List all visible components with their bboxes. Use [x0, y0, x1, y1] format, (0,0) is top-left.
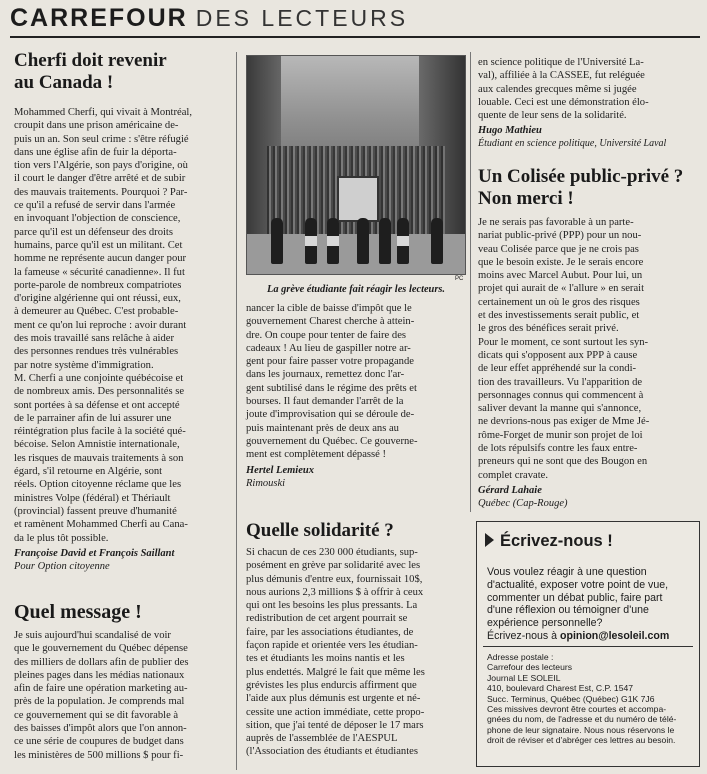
text-line: auprès de l'assemblée de l'AESPUL — [246, 733, 398, 745]
text-line: bourses. Il faut demander l'arrêt de la — [246, 396, 404, 408]
text-line: l'aide aux plus démunis est urgente et né- — [246, 693, 421, 705]
box-text: Vous voulez réagir à une question d'actualité, exposer votre point de vue, commenter un débat public, faire part d'une réflexion ou témoigner d'une expérience personnelle? Écrivez-nous à opinion@lesoleil.com — [487, 566, 670, 642]
affiliation: Québec (Cap-Rouge) — [478, 497, 568, 509]
text-line: de lots répulsifs contre les faux entre- — [478, 443, 638, 455]
text-line: réels. Option citoyenne réclame que les — [14, 479, 182, 491]
affiliation: Pour Option citoyenne — [14, 560, 110, 572]
text-line: expérience personnelle? — [487, 617, 603, 630]
photo-credit: PC — [455, 276, 464, 282]
text-line: moins avec Marcel Aubut. Pour lui, un — [478, 270, 643, 282]
postal-address — [487, 652, 692, 746]
divider — [483, 646, 693, 647]
letter-body — [14, 106, 232, 545]
text-line: les risques de mauvais traitements à son — [14, 452, 184, 464]
text-line: de le parrainer afin de lui assurer une — [14, 412, 172, 424]
text-line: puis un an. Son seul crime : s'être réfugié — [14, 133, 189, 145]
text-line: égard, s'il retourne en Algérie, sont — [14, 466, 163, 478]
text-line: façon rapide et orientée vers les étudian- — [246, 640, 418, 652]
masthead-bold: CARREFOUR — [10, 4, 188, 32]
text-line: en invoquant l'objection de conscience, — [14, 213, 181, 225]
text-line: et des investissements serait public, et — [478, 310, 640, 322]
text-line: plus endettés. Malgré le fait que même les — [246, 666, 425, 678]
text-line: complet cravate. — [478, 469, 548, 481]
text-line: bécoise. Selon Amnistie internationale, — [14, 439, 180, 451]
text-line: Vous voulez réagir à une question — [487, 566, 647, 578]
text-line: Pour le moment, ce sont surtout les syn- — [478, 336, 649, 348]
text-line: tion des travailleurs. Vu l'apparition de — [478, 376, 643, 388]
text-line: (provincial) fassent preuve d'humanité — [14, 505, 177, 517]
letter-quel-message-cont — [246, 302, 464, 490]
text-line: ce qu'il a refusé de servir dans l'armée — [14, 200, 176, 212]
text-line: Je ne serais pas favorable à un parte- — [478, 217, 634, 228]
text-line: cadeaux ! Au lieu de gaspiller notre ar- — [246, 342, 411, 354]
text-line: gent subtilisé dans le régime des prêts et — [246, 382, 417, 394]
headline: Cherfi doit revenir au Canada ! — [14, 50, 167, 93]
text-line: M. Cherfi a une conjointe québécoise et — [14, 372, 184, 384]
text-line: d'actualité, exposer votre point de vue, — [487, 578, 669, 591]
text-line: dicats qui s'opposent aux PPP à cause — [478, 349, 638, 361]
text-line: et ramènent Mohammed Cherfi au Cana- — [14, 519, 188, 531]
text-line: veau Colisée parce que je ne crois pas — [478, 243, 639, 255]
text-line: louable. Ceci est une démonstration élo- — [478, 96, 649, 108]
text-line: réintégration plus facile à la société qué- — [14, 426, 186, 438]
photo-caption: La grève étudiante fait réagir les lecteurs. — [266, 284, 446, 295]
text-line: pleines pages dans les médias nationaux — [14, 669, 185, 681]
letter-colisee — [478, 166, 696, 510]
text-line: sont portées à sa défense et ont accepté — [14, 399, 180, 411]
text-line: preneurs qui ne sont que des Bougon en — [478, 456, 648, 468]
text-line: ce une série de coupures de budget dans — [14, 736, 184, 748]
letter-body — [246, 302, 464, 462]
email-link[interactable]: opinion@lesoleil.com — [560, 629, 670, 642]
text-line: gouvernement Charest cherche à attein- — [246, 316, 415, 328]
masthead-light: DES LECTEURS — [195, 5, 409, 31]
text-line: posément en grève par solidarité avec les — [246, 560, 421, 572]
text-line: puis maintenant près de deux ans au — [246, 422, 399, 434]
text-line: par notre système d'immigration. — [14, 359, 154, 371]
text-line: gent pour faire passer votre propagande — [246, 356, 414, 368]
text-line: sition, que j'ai tenté de déposer le 17 mars — [246, 719, 424, 731]
text-line: le gros des bénéfices serait privé. — [478, 323, 619, 335]
affiliation: Étudiant en science politique, Université Laval — [478, 138, 667, 150]
text-line: nous aurions 2,3 millions $ à offrir à ceux — [246, 586, 424, 598]
text-line: projet qui aurait de « l'allure » en serait — [478, 283, 645, 295]
signature: Gérard Lahaie — [478, 484, 542, 496]
signature: Hertel Lemieux — [246, 464, 314, 476]
text-line: ce gouvernement qui se dit favorable à — [14, 709, 179, 721]
address-line: Carrefour des lecteurs — [487, 662, 573, 673]
text-line: d'une réflexion ou témoigner d'une — [487, 604, 649, 617]
text-line: tes et étudiants les moins nantis et les — [246, 653, 405, 665]
text-line: de leur effet appréhendé sur la condi- — [478, 363, 637, 375]
text-line: de nombreux amis. Des personnalités se — [14, 386, 185, 398]
arrow-icon — [485, 533, 494, 547]
text-line: les ministères de 500 millions $ pour fi- — [14, 749, 184, 761]
text-line: que le besoin existe. Je le serais encore — [478, 256, 644, 268]
text-line: parce qu'il est un défenseur des droits — [14, 226, 173, 238]
text-line: des mauvais traitements. Pourquoi ? Par- — [14, 186, 188, 198]
headline: Un Colisée public-privé ? Non merci ! — [478, 166, 684, 209]
address-line: Succ. Terminus, Québec (Québec) G1K 7J6 — [487, 693, 655, 704]
text-line: certainement un où le gros des risques — [478, 296, 640, 308]
box-title: Écrivez-nous ! — [485, 532, 613, 551]
section-masthead — [10, 4, 700, 38]
letter-cherfi — [14, 50, 232, 573]
address-line: droit de réviser et d'abréger ces lettres au besoin. — [487, 735, 676, 746]
text-line: Mohammed Cherfi, qui vivait à Montréal, — [14, 107, 192, 118]
text-line: cessite une action immédiate, cette propo- — [246, 706, 425, 718]
text-line: quente de leur sens de la solidarité. — [478, 110, 627, 122]
text-line: homme ne représente aucun danger pour — [14, 253, 187, 265]
text-line: il court le danger d'être arrêté et de subir — [14, 173, 186, 185]
text-line: da le plus tôt possible. — [14, 532, 109, 544]
text-line: ment est complètement dépassé ! — [246, 449, 387, 461]
text-line: Je suis aujourd'hui scandalisé de voir — [14, 630, 171, 641]
text-line: grévistes les plus endurcis affirment que — [246, 679, 417, 691]
text-line: saliver devant la manne qui s'annonce, — [478, 403, 642, 415]
letter-solidarite-cont — [478, 56, 696, 150]
text-line: nancer la cible de baisse d'impôt que le — [246, 303, 412, 314]
text-line: (l'Association des étudiants et étudiantes — [246, 746, 418, 758]
text-line: à demeurer au Québec. C'est probable- — [14, 306, 179, 318]
text-line: dre. On coupe pour tenter de faire des — [246, 329, 407, 341]
address-line: Adresse postale : — [487, 652, 554, 662]
affiliation: Rimouski — [246, 477, 286, 489]
letter-body — [478, 56, 696, 122]
text-line: ment ce qu'on lui reproche : avoir durant — [14, 319, 187, 331]
strike-photo — [246, 55, 466, 275]
text-line: en science politique de l'Université La- — [478, 57, 644, 68]
text-line: des milliers de dollars afin de publier des — [14, 656, 189, 668]
text-line: des baisses d'impôt alors que l'on annon- — [14, 723, 187, 735]
text-line: porte-parole de nombreux compatriotes — [14, 279, 182, 291]
letter-body — [14, 629, 232, 762]
address-line: Ces missives devront être courtes et accompa- — [487, 704, 667, 715]
address-line: Journal LE SOLEIL — [487, 672, 561, 683]
text-line: Si chacun de ces 230 000 étudiants, sup- — [246, 547, 418, 558]
text-line: près de la population. Je comprends mal — [14, 696, 185, 708]
text-line: rôme-Forget de munir son projet de loi — [478, 429, 643, 441]
signature: Françoise David et François Saillant — [14, 547, 175, 559]
address-line: gnées du nom, de l'adresse et du numéro de télé- — [487, 714, 677, 725]
text-line: des mois travaillé sans relâche à aider — [14, 333, 175, 345]
text-line: dans les journaux, remettez donc l'ar- — [246, 369, 405, 381]
text-line: ministres Volpe (fédéral) et Thériault — [14, 492, 171, 504]
signature: Hugo Mathieu — [478, 125, 542, 137]
address-line: phone de leur signataire. Nous nous réservons le — [487, 724, 675, 735]
address-line: 410, boulevard Charest Est, C.P. 1547 — [487, 683, 634, 694]
text-line: tion vers l'Algérie, son pays d'origine, où — [14, 160, 188, 172]
text-line: que le gouvernement du Québec dépense — [14, 643, 188, 655]
text-line: faire, par les associations étudiantes, de — [246, 626, 414, 638]
letter-quel-message — [14, 601, 232, 762]
write-us-box — [476, 521, 700, 767]
letter-solidarite — [246, 520, 464, 759]
text-line: plus démunis d'entre eux, fournissait 10$, — [246, 573, 423, 585]
text-line: val), affiliée à la CASSEE, fut reléguée — [478, 70, 645, 82]
text-line: la fameuse « sécurité canadienne». Il fut — [14, 266, 185, 278]
text-line: des personnes rendues très vulnérables — [14, 346, 179, 358]
text-line: qui ont les besoins les plus pressants. La — [246, 600, 418, 612]
headline: Quel message ! — [14, 601, 142, 623]
text-line: personnages connus qui commencent à — [478, 389, 644, 401]
headline: Quelle solidarité ? — [246, 520, 394, 541]
text-line: commenter un débat public, faire part — [487, 591, 663, 604]
text-line: ne devrions-nous pas exiger de Mme Jé- — [478, 416, 650, 428]
text-line: gouvernement du Québec. Ce gouverne- — [246, 435, 418, 447]
text-line: afin de faire une opération marketing au- — [14, 683, 188, 695]
text-line: humains, parce qu'il est un militant. Cet — [14, 239, 183, 251]
column-rule — [236, 52, 237, 770]
text-line: dans une église afin de fuir la déporta- — [14, 146, 177, 158]
column-rule — [470, 52, 471, 512]
text-line: nariat public-privé (PPP) pour un nou- — [478, 230, 642, 242]
text-line: redistribution de cet argent pourrait se — [246, 613, 408, 625]
letter-body — [246, 546, 464, 759]
text-line: joute d'improvisation qui se déroule de- — [246, 409, 415, 421]
text-line: croupit dans une prison américaine de- — [14, 120, 179, 132]
text-line: aux calendes grecques même si jugée — [478, 83, 637, 95]
text-line: d'origine algérienne qui ont réussi, eux, — [14, 293, 181, 305]
letter-body — [478, 216, 696, 482]
